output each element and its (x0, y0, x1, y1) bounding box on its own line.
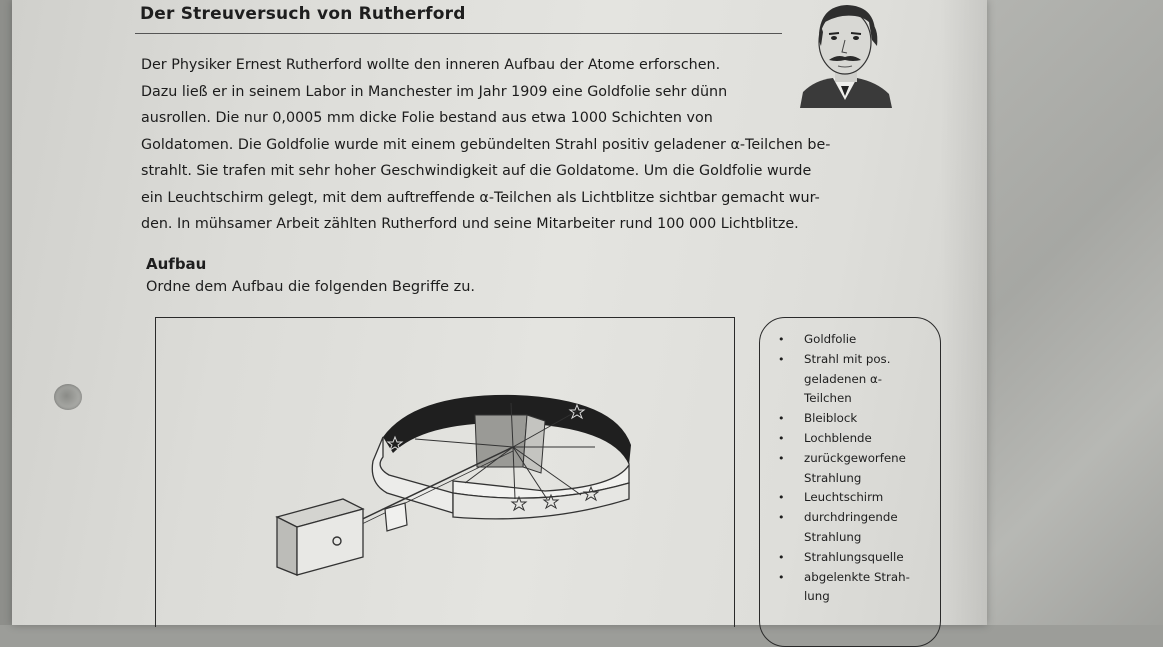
page-edge-shadow (940, 0, 987, 625)
worksheet-title: Der Streuversuch von Rutherford (140, 4, 466, 24)
intro-paragraph (141, 52, 901, 238)
table-surface-right (985, 0, 1163, 625)
term-item: • Leuchtschirm (778, 490, 884, 505)
term-item: • durchdringende Strahlung (778, 510, 898, 544)
scattering-apparatus-diagram (265, 375, 645, 585)
term-item: • abgelenkte Strah- lung (778, 569, 910, 604)
title-underline (135, 33, 782, 34)
term-item: • Lochblende (778, 430, 872, 445)
intro-line: Dazu ließ er in seinem Labor in Manchester im Jahr 1909 eine Goldfolie sehr dünn (141, 83, 728, 100)
intro-line: ein Leuchtschirm gelegt, mit dem auftreffende α-Teilchen als Lichtblitze sichtbar gemacht wur- (141, 189, 820, 206)
foil-frame (523, 415, 545, 473)
term-item: • Bleiblock (778, 411, 858, 426)
gold-foil (475, 415, 527, 467)
intro-line: Goldatomen. Die Goldfolie wurde mit einem gebündelten Strahl positiv geladener α-Teilchen be- (141, 136, 831, 153)
intro-line: ausrollen. Die nur 0,0005 mm dicke Folie bestand aus etwa 1000 Schichten von (141, 110, 713, 126)
term-item: • zurückgeworfene Strahlung (778, 450, 906, 485)
screen-ring-left (372, 437, 453, 513)
rutherford-portrait (795, 0, 895, 108)
intro-line: Der Physiker Ernest Rutherford wollte den inneren Aufbau der Atome erforschen. (141, 57, 721, 73)
intro-line: den. In mühsamer Arbeit zählten Rutherford und seine Mitarbeiter rund 100 000 Lichtblitze. (141, 216, 799, 232)
punched-hole (54, 384, 82, 410)
term-item: • Strahlungsquelle (778, 549, 904, 564)
term-item: • Strahl mit pos. geladenen α- Teilchen (778, 351, 891, 406)
term-item: • Goldfolie (778, 332, 857, 346)
assignment-instruction: Ordne dem Aufbau die folgenden Begriffe zu. (146, 279, 476, 295)
terms-list (776, 330, 910, 607)
lead-block-side (277, 517, 297, 575)
section-heading-aufbau: Aufbau (146, 255, 207, 273)
intro-line: strahlt. Sie trafen mit sehr hoher Geschwindigkeit auf die Goldatome. Um die Goldfolie wurde (141, 163, 812, 179)
